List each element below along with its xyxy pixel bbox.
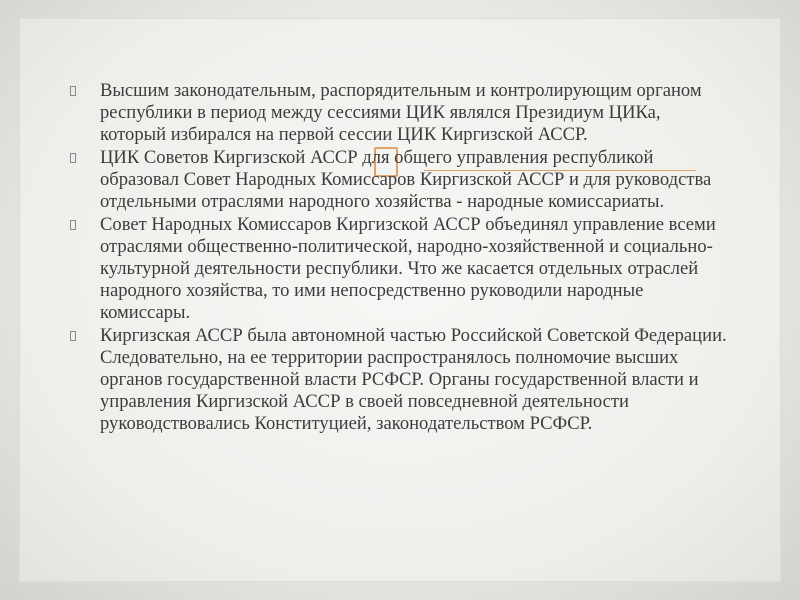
bullet-item-2 (70, 147, 730, 213)
bullet-text: ЦИК Советов Киргизской АССР для общего управления республикой образовал Совет Народных Комиссаров Киргизской АССР и для руководства отдельными отраслями народного хозяйства - народные комиссариаты. (100, 147, 712, 212)
bullet-item-1 (70, 80, 730, 146)
bullet-text: Высшим законодательным, распорядительным и контролирующим органом республики в период между сессиями ЦИК являлся Президиум ЦИКа, который избирался на первой сессии ЦИК Киргизской АССР. (100, 80, 702, 145)
square-bullet-icon (70, 331, 76, 341)
square-bullet-icon (70, 220, 76, 230)
bullet-item-4 (70, 325, 730, 435)
bullet-text: Киргизская АССР была автономной частью Российской Советской Федерации. Следовательно, на ее территории распространялось полномочие высших органов государственной власти РСФСР. Органы государственной власти и управления Киргизской АССР в своей повседневной деятельности руководствовались Конституцией, законодательством РСФСР. (100, 325, 727, 434)
slide-content (70, 80, 730, 436)
square-bullet-icon (70, 86, 76, 96)
bullet-text: Совет Народных Комиссаров Киргизской АССР объединял управление всеми отраслями общественно-политической, народно-хозяйственной и социально-культурной деятельности республики. Что же касается отдельных отраслей народного хозяйства, то ими непосредственно руководили народные комиссары. (100, 214, 716, 323)
bullet-item-3 (70, 214, 730, 324)
square-bullet-icon (70, 153, 76, 163)
